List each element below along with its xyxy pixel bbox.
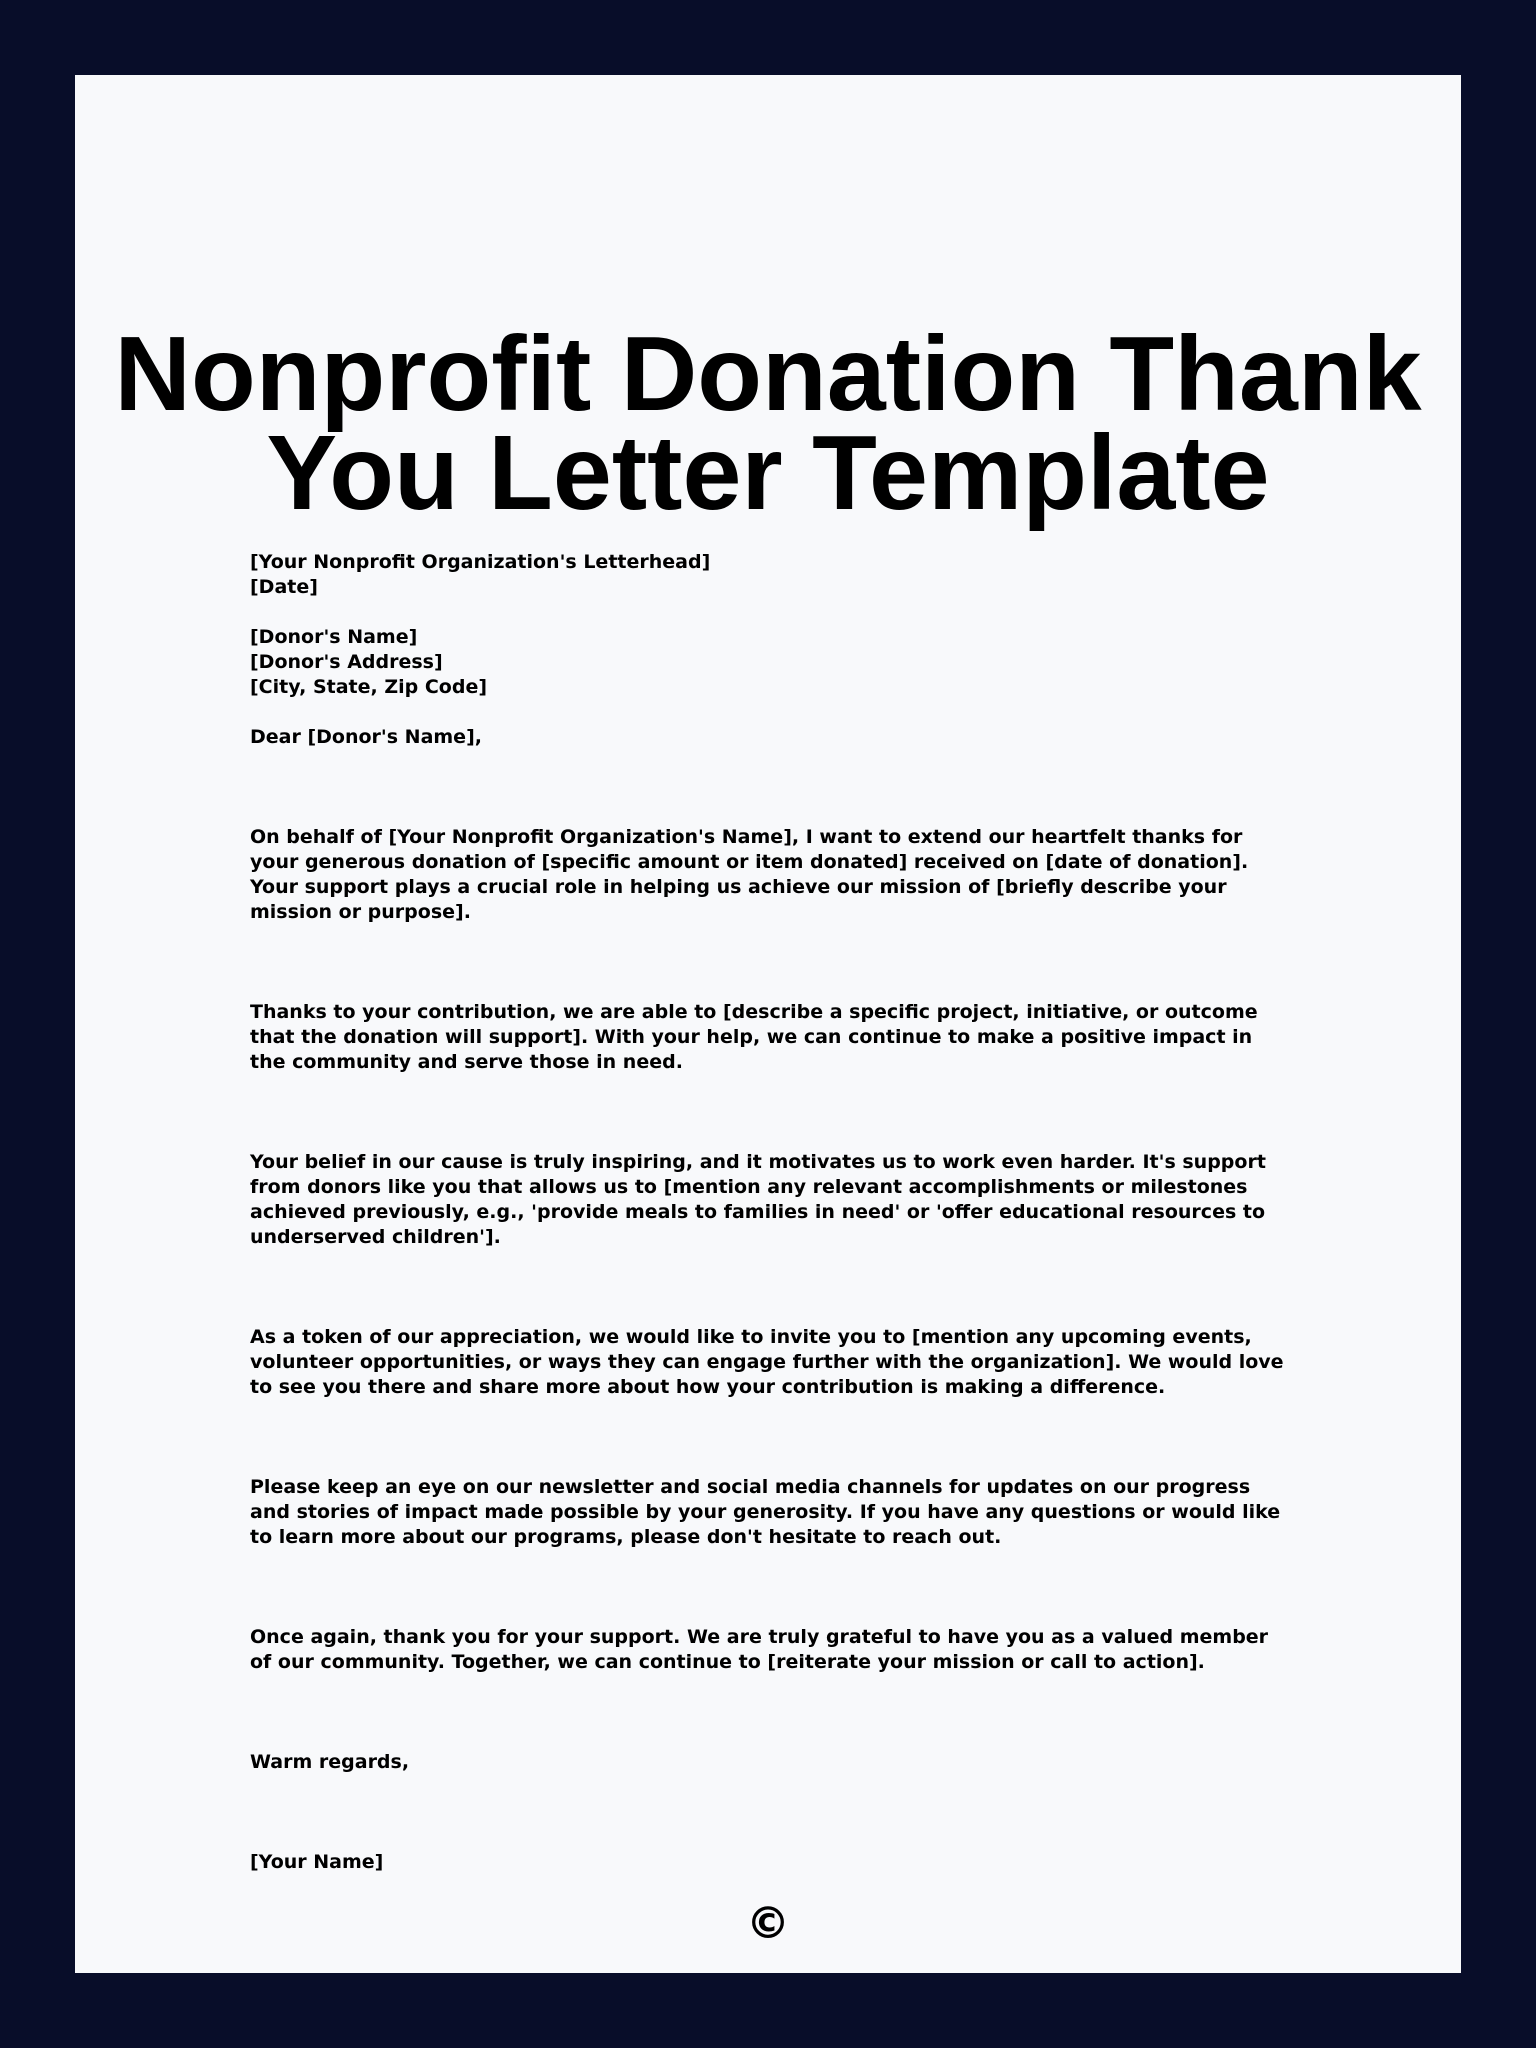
letter-body bbox=[250, 550, 1360, 1875]
signature-placeholder: [Your Name] bbox=[250, 1851, 384, 1873]
spacer bbox=[250, 750, 1360, 825]
spacer bbox=[250, 1250, 1360, 1325]
spacer bbox=[250, 1775, 1360, 1850]
salutation: Dear [Donor's Name], bbox=[250, 726, 482, 748]
spacer bbox=[250, 925, 1360, 1000]
copyright-icon: © bbox=[746, 1898, 790, 1949]
donor-name-placeholder: [Donor's Name] bbox=[250, 626, 418, 648]
paragraph-impact: Thanks to your contribution, we are able to [describe a specific project, initiative, or outcome that the donation will support]. With your help, we can continue to make a positive impact in the community and serve those in need. bbox=[250, 1001, 1258, 1073]
paragraph-updates: Please keep an eye on our newsletter and social media channels for updates on our progress and stories of impact made possible by your generosity. If you have any questions or would like to learn more about our programs, please don't hesitate to reach out. bbox=[250, 1476, 1281, 1548]
spacer bbox=[250, 1075, 1360, 1150]
paragraph-belief: Your belief in our cause is truly inspiring, and it motivates us to work even harder. It's support from donors like you that allows us to [mention any relevant accomplishments or milestones achieved previously, e.g., 'provide meals to families in need' or 'offer educational resources to underserved children']. bbox=[250, 1151, 1266, 1248]
spacer bbox=[250, 600, 1360, 625]
letter-page bbox=[75, 75, 1461, 1973]
spacer bbox=[250, 1675, 1360, 1750]
closing: Warm regards, bbox=[250, 1751, 410, 1773]
paragraph-gratitude: Once again, thank you for your support. We are truly grateful to have you as a valued member of our community. Together, we can continue to [reiterate your mission or call to action]. bbox=[250, 1626, 1269, 1673]
paragraph-invitation: As a token of our appreciation, we would like to invite you to [mention any upcoming events, volunteer opportunities, or ways they can engage further with the organization]. We would love to see you there and share more about how your contribution is making a difference. bbox=[250, 1326, 1284, 1398]
date-placeholder: [Date] bbox=[250, 576, 318, 598]
document-title: Nonprofit Donation Thank You Letter Template bbox=[114, 315, 1422, 532]
spacer bbox=[250, 700, 1360, 725]
paragraph-thanks: On behalf of [Your Nonprofit Organization's Name], I want to extend our heartfelt thanks for your generous donation of [specific amount or item donated] received on [date of donation]. Your support plays a crucial role in helping us achieve our mission of [briefly describe your mission or purpose]. bbox=[250, 826, 1249, 923]
donor-address-placeholder: [Donor's Address] bbox=[250, 651, 443, 673]
donor-city-placeholder: [City, State, Zip Code] bbox=[250, 676, 488, 698]
spacer bbox=[250, 1550, 1360, 1625]
letterhead-placeholder: [Your Nonprofit Organization's Letterhead] bbox=[250, 551, 711, 573]
spacer bbox=[250, 1400, 1360, 1475]
